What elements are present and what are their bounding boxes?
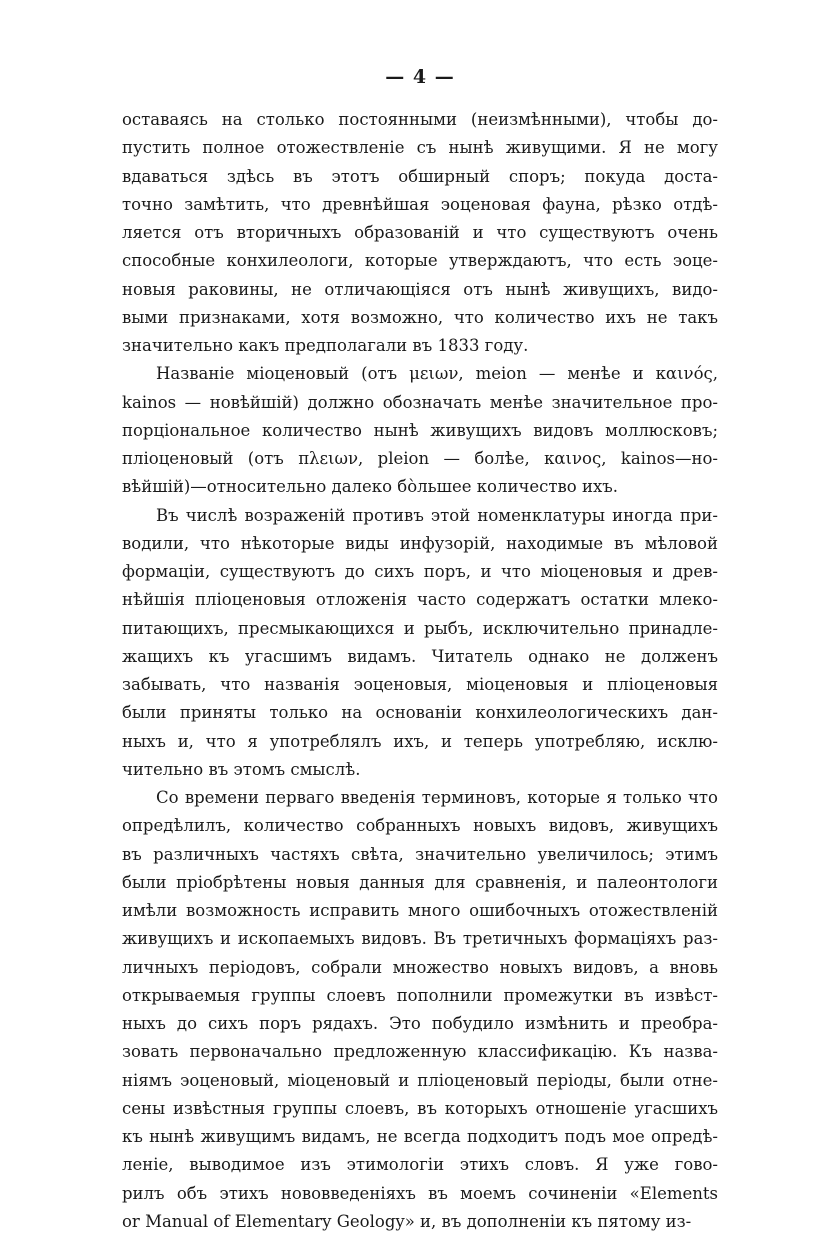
text-line: способные конхилеологи, которые утверждаютъ, что есть эоце- [122, 251, 718, 271]
text-line: Въ числѣ возраженій противъ этой номенклатуры иногда при- [156, 505, 718, 525]
text-line: нѣйшія пліоценовыя отложенія часто содержатъ остатки млеко- [122, 590, 718, 610]
text-line: сены извѣстныя группы слоевъ, въ которыхъ отношеніе угасшихъ [122, 1098, 718, 1118]
text-line: kainos — новѣйшій) должно обозначать менѣе значительное про- [122, 392, 718, 412]
text-line: формаціи, существуютъ до сихъ поръ, и что міоценовыя и древ- [122, 562, 718, 581]
text-line: чительно въ этомъ смыслѣ. [122, 759, 361, 779]
text-line: леніе, выводимое изъ этимологіи этихъ словъ. Я уже гово- [122, 1155, 718, 1175]
text-line: новыя раковины, не отличающіяся отъ нынѣ живущихъ, видо- [122, 279, 718, 299]
text-line: жащихъ къ угасшимъ видамъ. Читатель однако не долженъ [122, 646, 718, 666]
text-line: Названіе міоценовый (отъ μειων, meion — менѣе и καινός, [156, 364, 718, 384]
text-line: личныхъ періодовъ, собрали множество новыхъ видовъ, а вновь [122, 957, 718, 977]
text-line: живущихъ и ископаемыхъ видовъ. Въ третичныхъ формаціяхъ раз- [122, 929, 718, 949]
text-line: порціональное количество нынѣ живущихъ видовъ моллюсковъ; [122, 420, 718, 440]
body-text [122, 106, 718, 1236]
text-line: рилъ объ этихъ нововведеніяхъ въ моемъ сочиненіи «Elements [122, 1183, 718, 1203]
text-line: ныхъ и, что я употреблялъ ихъ, и теперь употребляю, исклю- [122, 731, 718, 751]
text-line: ніямъ эоценовый, міоценовый и пліоценовый періоды, были отне- [122, 1070, 718, 1090]
text-line: выми признаками, хотя возможно, что количество ихъ не такъ [122, 307, 718, 327]
text-line: въ различныхъ частяхъ свѣта, значительно увеличилось; этимъ [122, 844, 718, 864]
text-line: пліоценовый (отъ πλειων, pleion — болѣе, καινος, kainos—но- [122, 449, 718, 468]
text-line: точно замѣтить, что древнѣйшая эоценовая фауна, рѣзко отдѣ- [122, 194, 718, 214]
text-line: были приняты только на основаніи конхилеологическихъ дан- [122, 703, 718, 723]
paragraph [122, 784, 718, 1236]
page-number: — 4 — [385, 66, 455, 88]
text-line: or Manual of Elementary Geology» и, въ дополненіи къ пятому из- [122, 1211, 692, 1231]
text-line: пустить полное отожествленіе съ нынѣ живущими. Я не могу [122, 138, 718, 158]
text-line: зовать первоначально предложенную классификацію. Къ назва- [122, 1042, 718, 1062]
text-line: имѣли возможность исправить много ошибочныхъ отожествленій [122, 901, 718, 920]
text-line: были пріобрѣтены новыя данныя для сравненія, и палеонтологи [122, 872, 718, 892]
paragraph [122, 502, 718, 785]
text-line: значительно какъ предполагали въ 1833 году. [122, 336, 529, 355]
text-line: открываемыя группы слоевъ пополнили промежутки въ извѣст- [122, 985, 718, 1005]
text-line: забывать, что названія эоценовыя, міоценовыя и пліоценовыя [122, 675, 718, 694]
text-line: опредѣлилъ, количество собранныхъ новыхъ видовъ, живущихъ [122, 816, 718, 836]
text-line: оставаясь на столько постоянными (неизмѣнными), чтобы до- [122, 110, 718, 129]
text-line: ляется отъ вторичныхъ образованій и что существуютъ очень [122, 223, 718, 242]
paragraph [122, 360, 718, 501]
paragraph [122, 106, 718, 360]
text-line: вѣйшій)—относительно далеко бо̀льшее количество ихъ. [122, 477, 619, 497]
text-line: питающихъ, пресмыкающихся и рыбъ, исключительно принадле- [122, 618, 718, 638]
text-line: ныхъ до сихъ поръ рядахъ. Это побудило измѣнить и преобра- [122, 1014, 718, 1033]
text-line: Со времени перваго введенія терминовъ, которые я только что [156, 788, 718, 807]
text-line: водили, что нѣкоторые виды инфузорій, находимые въ мѣловой [122, 533, 718, 553]
text-line: вдаваться здѣсь въ этотъ обширный споръ; покуда доста- [122, 166, 718, 186]
text-line: къ нынѣ живущимъ видамъ, не всегда подходитъ подъ мое опредѣ- [122, 1127, 718, 1146]
